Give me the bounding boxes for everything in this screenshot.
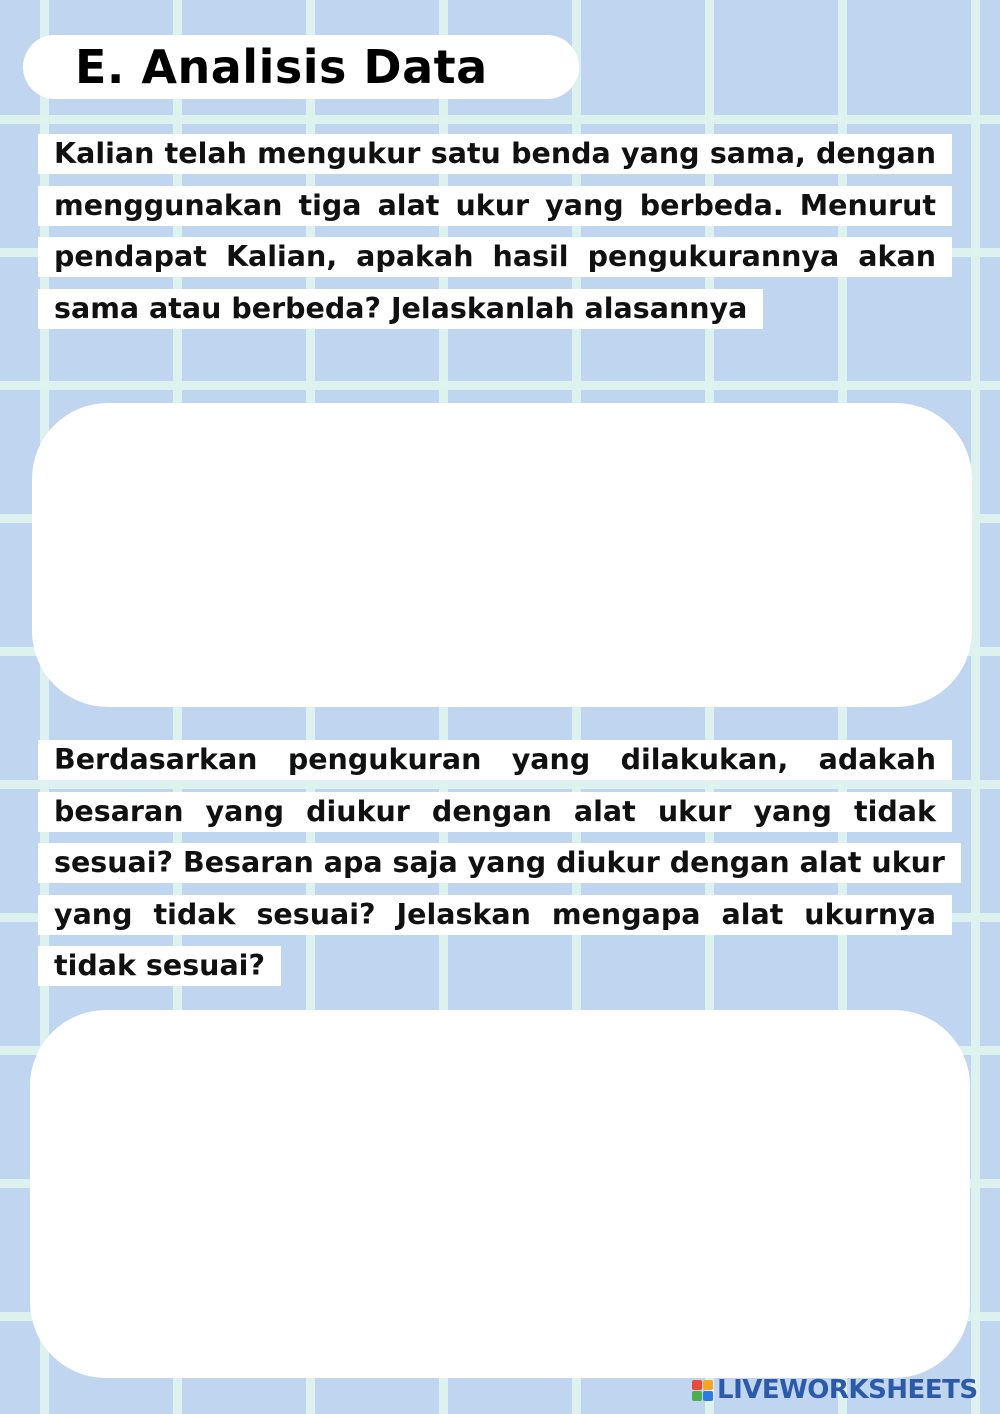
question-1-text: Kalian telah mengukur satu benda yang sama, dengan menggunakan tiga alat ukur yang berbeda. Menurut pendapat Kalian, apakah hasil pengukurannya akan sama atau berbeda? Jelaskanlah alasannya xyxy=(38,134,952,329)
section-title: E. Analisis Data xyxy=(75,40,488,94)
brand-name: LIVEWORKSHEETS xyxy=(717,1375,978,1405)
question-2 xyxy=(38,734,952,992)
answer-field-2[interactable] xyxy=(30,1010,970,1378)
question-2-text: Berdasarkan pengukuran yang dilakukan, adakah besaran yang diukur dengan alat ukur yang tidak sesuai? Besaran apa saja yang diukur dengan alat ukur yang tidak sesuai? Jelaskan mengapa alat ukurnya tidak sesuai? xyxy=(38,740,961,986)
liveworksheets-logo-icon xyxy=(692,1380,713,1401)
liveworksheets-brand xyxy=(692,1374,978,1406)
question-1 xyxy=(38,128,952,334)
section-title-banner xyxy=(23,35,579,99)
answer-field-1[interactable] xyxy=(32,403,972,707)
